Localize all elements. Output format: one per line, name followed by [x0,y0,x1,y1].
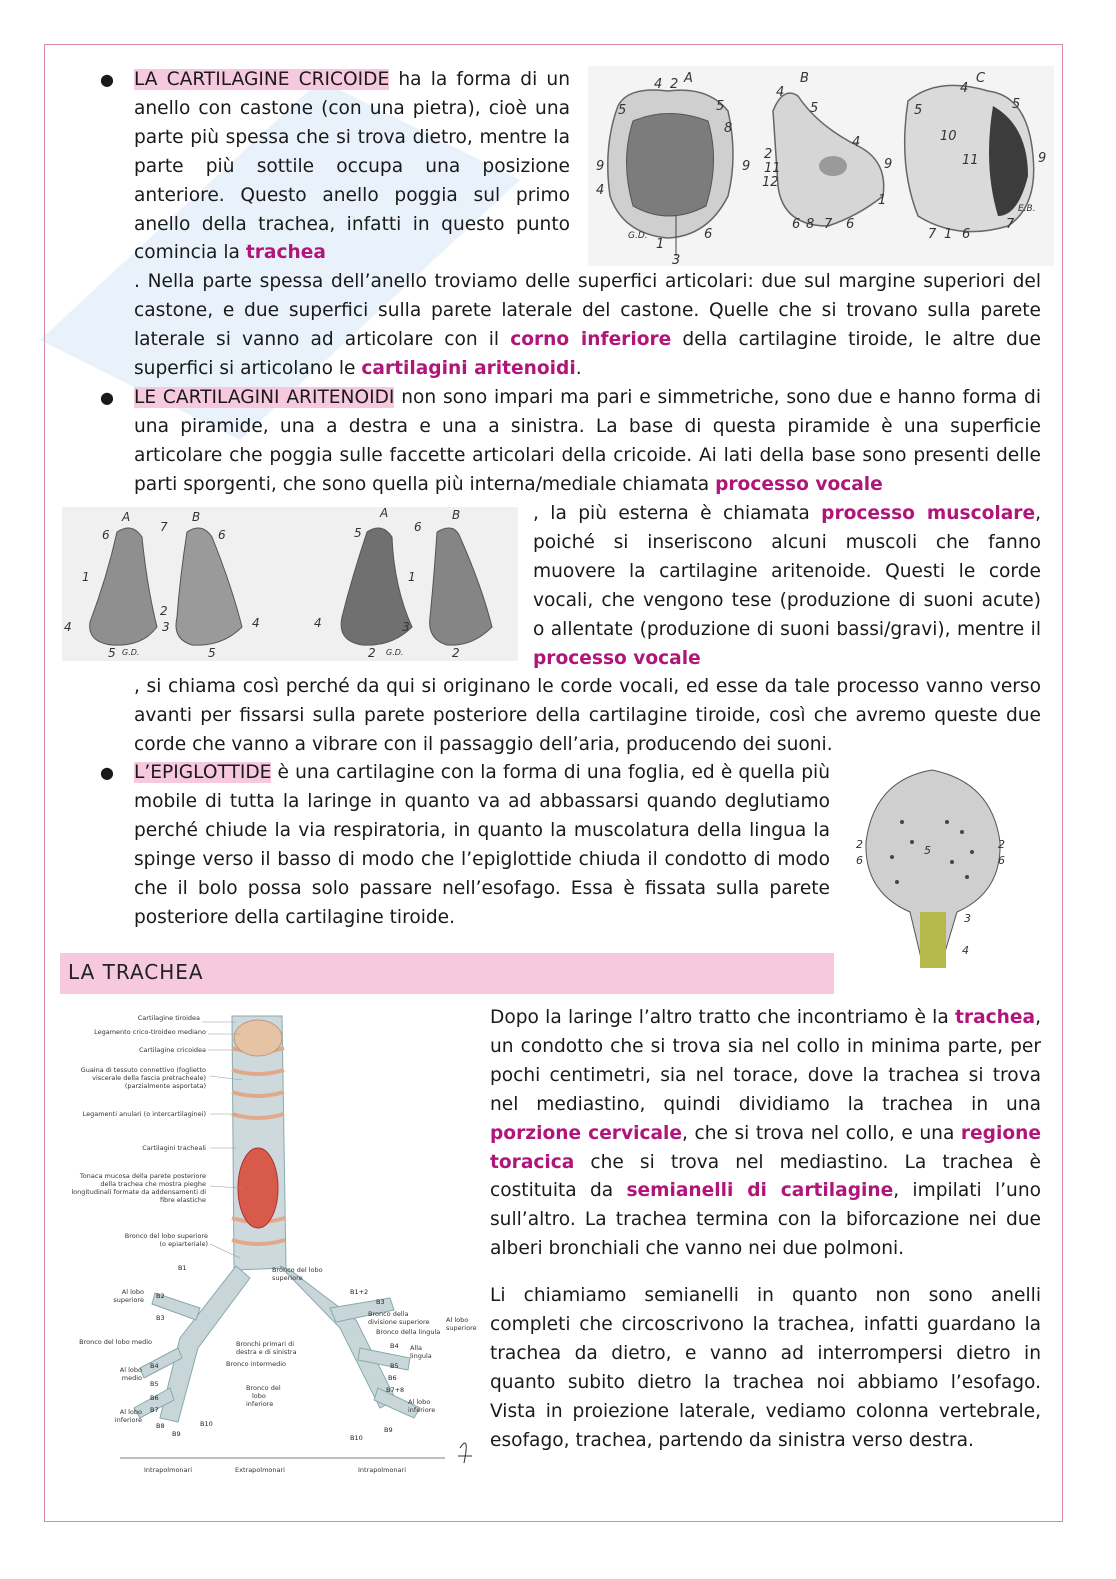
keyword-trachea: trachea [245,242,326,264]
fig-label: fibre elastiche [159,1196,206,1204]
cricoide-rest1: . Nella parte spessa dell’anello troviamo delle superfici articolari: due sul margine superiori del castone, e due superfici sulla parete laterale del castone. Quelle che si trovano sulla parete laterale si vanno ad articolare con il [134,271,1041,350]
fig-label: B4 [390,1342,399,1350]
fig-axis-label: Intrapolmonari [143,1466,193,1474]
trachea-bronchi-figure [60,1008,485,1478]
fig-label: medio [121,1374,142,1382]
fig-label: B7 [150,1406,159,1414]
fig-num: 9 [742,159,751,174]
fig-label: B1 [178,1264,187,1272]
aritenoidi-p4: , si chiama così perché da qui si originano le corde vocali, ed esse da tale processo vanno verso avanti per fissarsi sulla parete posteriore della cartilagine tiroide, così che avremo queste due corde che vanno a vibrare con il passaggio dell’aria, producendo dei suoni. [134,676,1041,755]
fig-axis-label: Extrapolmonari [235,1466,285,1474]
fig-axis-label: Intrapolmonari [357,1466,407,1474]
fig-label: Alla [410,1344,423,1352]
fig-num: 6 [792,217,801,232]
bullet-aritenoidi: ● [100,388,114,407]
fig-num: 1 [944,227,953,242]
aritenoidi-tail-paragraph [134,673,1041,760]
fig-num: 4 [852,135,861,150]
fig-num: 10 [940,129,957,144]
fig-label: (o epiarteriale) [159,1240,208,1248]
section-header-trachea [60,953,834,994]
fig-label-B: B [800,71,809,86]
fig-label: Tonaca mucosa della parete posteriore [79,1172,206,1180]
fig-label: B8 [156,1422,165,1430]
trachea-p2: Li chiamiamo semianelli in quanto non sono anelli completi che circoscrivono la trachea, infatti guardano la trachea da dietro, e vanno ad interrompersi dietro in quanto subito dietro la trachea noi abbiamo l’esofago. Vista in proiezione laterale, vediamo colonna vertebrale, esofago, trachea, partendo da sinistra verso destra. [490,1285,1041,1451]
keyword-semianelli: semianelli di cartilagine [626,1180,894,1202]
keyword-porzione-cervicale: porzione cervicale [490,1122,683,1144]
fig-label: inferiore [408,1406,436,1414]
fig-label: Legamenti anulari (o intercartilaginei) [82,1110,206,1118]
keyword-trachea-2: trachea [955,1007,1036,1028]
fig-num: 5 [208,646,216,660]
fig-num: 8 [724,121,733,136]
fig-num: 5 [810,101,819,116]
fig-num: 6 [846,217,855,232]
fig-num: 5 [108,646,116,660]
fig-label: Cartilagini tracheali [142,1144,206,1152]
keyword-corno-inferiore: corno inferiore [510,328,672,350]
cricoid-cartilage-figure [588,66,1054,266]
fig-num: 9 [1038,151,1047,166]
trachea-paragraph-1 [490,1004,1041,1264]
fig-label: viscerale della fascia pretracheale) [92,1074,206,1082]
fig-label: (parzialmente asportata) [124,1082,206,1090]
fig-label: B10 [200,1420,213,1428]
bullet-epiglottide: ● [100,763,114,782]
trachea-p1e: , impilati l’uno sull’altro. La trachea termina con la biforcazione nei due alberi bronchiali che vanno nei due polmoni. [490,1180,1041,1260]
trachea-p1c: , che si trova nel collo, e una [682,1122,955,1144]
fig-num: 5 [914,103,923,118]
section-title: LA TRACHEA [68,960,204,984]
fig-label: Bronco intermedio [226,1360,286,1368]
fig-num: 4 [314,616,322,630]
aryt-label-B2: B [452,508,461,522]
keyword-cartilagini-aritenoidi: cartilagini aritenoidi [361,357,576,379]
fig-signature: G.D. [628,231,648,241]
fig-num: 6 [414,520,422,534]
fig-num: 6 [218,528,226,542]
fig-num: 5 [1012,97,1021,112]
epiglottis-figure [852,762,1012,970]
fig-num: 7 [824,217,833,232]
fig-num: 7 [1006,217,1015,232]
fig-num: 6 [704,227,713,242]
fig-num: 2 [160,604,168,618]
keyword-processo-muscolare: processo muscolare [821,503,1036,524]
fig-label: Bronco del lobo medio [79,1338,152,1346]
fig-label: Al lobo [408,1398,431,1406]
fig-label: longitudinali formate da addensamenti di [71,1188,206,1196]
arytenoid-cartilage-figure [62,507,518,661]
fig-label: B3 [376,1298,385,1306]
fig-num: 2 [452,646,460,660]
fig-num: 5 [716,99,725,114]
fig-label: B9 [172,1430,181,1438]
cricoide-intro: ha la forma di un anello con castone (con una pietra), cioè una parte più spessa che si trova dietro, mentre la parte più sottile occupa una posizione anteriore. Questo anello poggia sul primo anello della trachea, infatti in questo punto comincia la [134,69,570,264]
aritenoidi-title: LE CARTILAGINI ARITENOIDI [134,387,395,408]
fig-label: B5 [390,1362,399,1370]
fig-num: 2 [368,646,376,660]
fig-label: lingula [410,1352,432,1360]
fig-num: 3 [964,912,971,925]
fig-num: 2 [998,838,1005,851]
fig-label: Bronchi primari di [236,1340,295,1348]
fig-num: 7 [160,520,168,534]
cricoide-continuation [134,268,1041,384]
fig-label: B4 [150,1362,159,1370]
keyword-processo-vocale-2: processo vocale [533,647,701,669]
fig-num: 1 [878,193,887,208]
fig-label: Bronco del lobo [272,1266,323,1274]
fig-num: 4 [596,183,605,198]
fig-num: 6 [962,227,971,242]
aritenoidi-p2: , la più esterna è chiamata [533,503,810,524]
fig-label: Bronco della [368,1310,409,1318]
fig-label: Cartilagine cricoidea [139,1046,206,1054]
fig-label: superiore [113,1296,144,1304]
fig-num: 4 [962,944,969,957]
fig-num: 6 [102,528,110,542]
keyword-regione-toracica: regione toracica [490,1122,1041,1173]
keyword-processo-vocale: processo vocale [715,473,883,495]
aritenoidi-paragraph [134,384,1041,500]
fig-num: 4 [960,81,969,96]
fig-num: 9 [596,159,605,174]
epiglottide-paragraph [134,759,830,932]
fig-signature: G.D. [386,648,404,657]
cricoide-rest2: della cartilagine tiroide, le altre due superfici si articolano le [134,328,1041,379]
fig-label: B9 [384,1426,393,1434]
fig-label: superiore [446,1324,477,1332]
epiglottide-title: L’EPIGLOTTIDE [134,762,272,783]
fig-num: 6 [856,854,863,867]
trachea-p1a: Dopo la laringe l’altro tratto che incontriamo è la [490,1007,949,1028]
fig-label: Bronco del lobo superiore [124,1232,208,1240]
fig-num: 12 [762,175,779,190]
fig-label: Legamento crico-tiroideo mediano [94,1028,206,1036]
fig-num: 4 [776,85,785,100]
fig-num: 6 [998,854,1005,867]
fig-signature: E.B. [1018,204,1036,214]
fig-label: Al lobo [119,1408,142,1416]
fig-label: Cartilagine tiroidea [137,1014,200,1022]
fig-label-A: A [684,71,693,86]
fig-num: 1 [408,570,416,584]
fig-label: inferiore [114,1416,142,1424]
fig-signature: G.D. [122,648,140,657]
fig-label: B5 [150,1380,159,1388]
fig-label: Al lobo [446,1316,469,1324]
fig-label: divisione superiore [368,1318,430,1326]
cricoide-paragraph [134,66,570,268]
fig-label: B6 [150,1394,159,1402]
fig-label: lobo [252,1392,266,1400]
fig-num: 1 [82,570,90,584]
fig-num: 8 [806,217,815,232]
fig-label: della trachea che mostra pieghe [100,1180,206,1188]
fig-label: Guaina di tessuto connettivo (foglietto [80,1066,206,1074]
cricoide-rest3: . [575,357,582,379]
cricoide-title: LA CARTILAGINE CRICOIDE [134,69,390,90]
fig-label: Bronco della lingula [376,1328,441,1336]
fig-num: 4 [252,616,260,630]
fig-num: 3 [402,620,410,634]
fig-num: 5 [618,103,627,118]
fig-num: 3 [672,253,681,266]
aryt-label-A: A [122,510,131,524]
fig-label: B10 [350,1434,363,1442]
fig-label: Al lobo [121,1288,144,1296]
bullet-cricoide: ● [100,70,114,89]
fig-num: 2 [856,838,863,851]
fig-num: 3 [162,620,170,634]
trachea-paragraph-2 [490,1282,1041,1455]
trachea-p1b: , un condotto che si trova sia nel collo in minima parte, per pochi centimetri, sia nel torace, dove la trachea si trova nel mediastino, quindi dividiamo la trachea in una [490,1007,1041,1115]
fig-label: inferiore [246,1400,274,1408]
fig-num: 7 [928,227,937,242]
fig-num: 11 [764,161,781,176]
fig-num: 1 [656,237,665,252]
fig-label: superiore [272,1274,303,1282]
fig-num: 2 [670,77,679,92]
fig-num: 5 [354,526,362,540]
fig-num: 2 [764,147,773,162]
fig-label: B2 [156,1292,165,1300]
fig-label: destra e di sinistra [236,1348,297,1356]
fig-label: B6 [388,1374,397,1382]
fig-label: B7+8 [386,1386,405,1394]
aryt-label-B: B [192,510,201,524]
aritenoidi-p1: non sono impari ma pari e simmetriche, sono due e hanno forma di una piramide, una a destra e una a sinistra. La base di questa piramide è una superficie articolare che poggia sulle faccette articolari della cricoide. Ai lati della base sono presenti delle parti sporgenti, che sono quella più interna/mediale chiamata [134,387,1041,495]
fig-label: Al lobo [119,1366,142,1374]
fig-label: B1+2 [350,1288,369,1296]
epiglottide-text: è una cartilagine con la forma di una foglia, ed è quella più mobile di tutta la laringe in quanto va ad abbassarsi quando deglutiamo perché chiude la via respiratoria, in quanto la muscolatura della lingua la spinge verso il basso di modo che l’epiglottide chiuda il condotto di modo che il bolo possa solo passare nell’esofago. Essa è fissata sulla parete posteriore della cartilagine tiroide. [134,762,830,928]
fig-num: 11 [962,153,979,168]
fig-label: Bronco del [246,1384,281,1392]
fig-num: 4 [654,77,663,92]
aritenoidi-side-paragraph [533,500,1041,673]
trachea-p1d: che si trova nel mediastino. La trachea è costituita da [490,1151,1041,1202]
fig-num: 9 [884,157,893,172]
aritenoidi-p3: , poiché si inseriscono alcuni muscoli che fanno muovere la cartilagine aritenoide. Questi le corde vocali, che vengono tese (produzione di suoni acute) o allentate (produzione di suoni bassi/gravi), mentre il [533,503,1042,640]
fig-num: 4 [64,620,72,634]
fig-label-C: C [976,71,986,86]
fig-label: B3 [156,1314,165,1322]
aryt-label-A2: A [380,507,389,520]
fig-num: 5 [924,844,931,857]
